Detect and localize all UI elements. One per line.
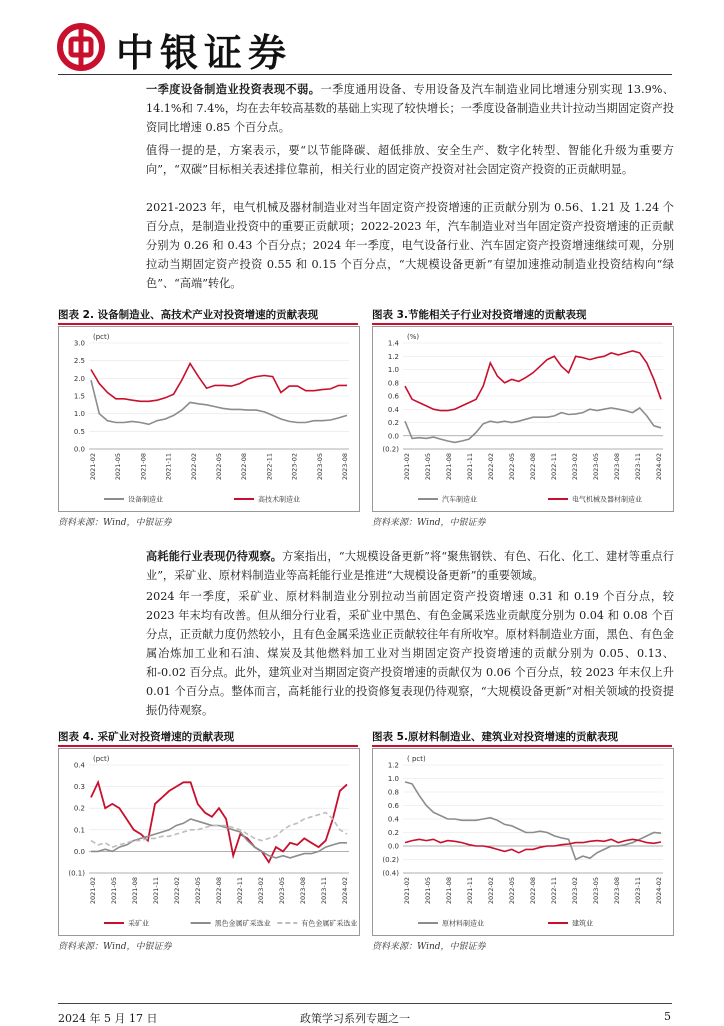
fig3-x-tick: 2023-02 [571,453,579,481]
fig4-legend-label: 黑色金属矿采选业 [214,919,271,928]
fig3-y-tick: 0.8 [387,379,399,388]
fig2-x-tick: 2022-05 [215,453,223,481]
fig5-x-tick: 2023-02 [571,877,579,905]
fig3-y-tick: 1.2 [387,352,399,361]
fig4-x-tick: 2023-08 [299,877,307,905]
bank-logo-icon [56,22,106,72]
fig5-y-tick: 1.0 [387,775,399,783]
fig4-y-tick: 0.0 [73,847,85,856]
fig4-x-tick: 2023-05 [278,877,286,905]
fig4-x-tick: 2023-02 [257,877,265,905]
fig3-x-tick: 2021-11 [466,453,474,481]
fig3-source: 资料来源：Wind，中银证券 [372,518,486,528]
fig5-y-tick: 1.2 [387,761,399,770]
fig3-y-tick: (0.2) [382,445,399,454]
fig3-y-tick: 0.0 [387,432,399,441]
fig2-legend-label: 高技术制造业 [258,495,300,504]
fig3-x-tick: 2023-11 [634,453,642,481]
fig2-x-tick: 2023-02 [290,453,299,481]
paragraph-mining: 2024 年一季度，采矿业、原材料制造业分别拉动当前固定资产投资增速 0.31 和 0.19 个百分点，较 2023 年末均有改善。但从细分行业看，采矿业中黑色、有色金属采选业贡献度分别为 0.04 和 0.08 个百分点，正贡献力度仍然较小，且有色金属采选业正贡献较往年有所收窄。原材料制造业方面，黑色、有色金属冶炼加工业和石油、煤炭及其他燃料加工业对当期固定资产投资增速的贡献分别为 0.05、0.13、和-0.02 百分点。此外，建筑业对当期固定资产投资增速的贡献仅为 0.06 个百分点，较 2023 年末仅上升 0.01 个百分点。整体而言，高耗能行业的投资修复表现仍待观察，“大规模设备更新”对相关领域的投资提振仍待观察。 [146,590,674,717]
fig2-y-tick: 0.5 [73,427,85,436]
fig4-series-0 [91,782,347,862]
fig4-x-tick: 2021-11 [152,877,160,905]
fig5-title: 图表 5.原材料制造业、建筑业对投资增速的贡献表现 [372,731,618,743]
fig2-y-tick: 2.5 [73,357,85,366]
fig5-x-tick: 2022-08 [529,877,537,905]
fig2-y-tick: 2.0 [73,374,85,383]
paragraph-equipment-body: 一季度通用设备、专用设备及汽车制造业同比增速分别实现 13.9%、14.1%和 7.4%，均在去年较高基数的基础上实现了较快增长；一季度设备制造业共计拉动当期固定资产投资同比增速 0.85 个百分点。 [146,83,674,134]
fig5-y-tick: 0.6 [387,802,399,810]
fig3-y-tick: 1.4 [387,339,399,348]
fig2-chart [59,327,359,511]
page-number: 5 [664,1010,671,1023]
fig4-x-tick: 2022-05 [194,877,202,905]
fig3-unit-label: (%) [407,333,420,341]
fig2-unit-label: (pct) [93,333,110,341]
paragraph-equipment-lead: 一季度设备制造业投资表现不弱。 [146,82,321,96]
fig2-legend-label: 设备制造业 [128,495,163,504]
fig5-source: 资料来源：Wind，中银证券 [372,942,486,952]
fig4-x-tick: 2022-02 [173,877,181,905]
fig3-y-tick: 1.0 [387,366,399,374]
fig5-unit-label: ( pct) [407,755,426,763]
fig5-y-tick: (0.4) [382,869,399,878]
fig4-x-tick: 2023-11 [320,877,328,905]
fig2-y-tick: 0.0 [73,445,85,454]
fig5-chart [373,749,673,935]
fig4-chart-frame [58,748,360,936]
paragraph-contribution: 2021-2023 年，电气机械及器材制造业对当年固定资产投资增速的正贡献分别为 0.56、1.21 及 1.24 个百分点，是制造业投资中的重要正贡献项；2022-2023 年，汽车制造业对当年固定资产投资增速的正贡献分别为 0.26 和 0.43 个百分点；2024 年一季度，电气设备行业、汽车固定资产投资增速继续可观，分别拉动当期固定资产投资 0.55 和 0.15 个百分点，“大规模设备更新”有望加速推动制造业投资结构向“绿色”、“高端”转化。 [146,201,674,290]
fig5-title-rule [372,745,672,747]
fig5-x-tick: 2021-02 [403,877,411,905]
fig3-legend-label: 电气机械及器材制造业 [572,495,642,504]
fig3-title-rule [372,323,672,325]
fig3-x-tick: 2021-05 [424,453,432,481]
fig4-x-tick: 2021-08 [131,877,139,905]
fig2-x-tick: 2023-05 [315,453,324,481]
footer-date: 2024 年 5 月 17 日 [58,1012,158,1025]
fig5-x-tick: 2022-05 [508,877,516,905]
paragraph-high-energy-lead: 高耗能行业表现仍待观察。 [146,549,283,563]
footer-series: 政策学习系列专题之一 [300,1012,410,1025]
fig3-chart-frame [372,326,674,512]
fig2-y-tick: 1.5 [73,392,85,401]
fig2-series-0 [91,380,347,424]
fig5-x-tick: 2023-11 [634,877,642,905]
fig4-x-tick: 2024-02 [341,877,349,905]
fig3-x-tick: 2024-02 [655,453,663,481]
fig2-y-tick: 3.0 [73,339,85,348]
fig4-unit-label: (pct) [93,755,110,763]
fig2-x-tick: 2022-02 [189,453,198,481]
fig5-y-tick: (0.2) [382,856,399,864]
fig2-x-tick: 2023-08 [341,453,349,481]
fig2-x-tick: 2021-08 [139,453,148,481]
fig3-x-tick: 2023-05 [592,453,600,481]
fig5-x-tick: 2024-02 [655,877,663,905]
fig4-x-tick: 2022-11 [236,877,244,905]
fig5-x-tick: 2023-05 [592,877,600,905]
fig5-y-tick: 0.8 [387,788,399,797]
fig4-y-tick: 0.1 [73,826,85,835]
fig5-legend-label: 建筑业 [572,919,593,928]
fig3-x-tick: 2022-08 [529,453,537,481]
fig3-x-tick: 2023-08 [613,453,621,481]
fig3-x-tick: 2022-05 [508,453,516,481]
fig5-series-0 [405,782,661,860]
fig4-x-tick: 2022-08 [215,877,223,905]
paragraph-high-energy-body: 方案指出，“大规模设备更新”将“聚焦钢铁、有色、石化、化工、建材等重点行业”，采矿业、原材料制造业等高耗能行业是推进“大规模设备更新”的重要领域。 [146,550,674,582]
fig4-y-tick: 0.2 [73,804,85,813]
fig5-y-tick: 0.4 [387,815,399,824]
fig5-x-tick: 2021-05 [424,877,432,905]
page-header [0,0,724,80]
fig5-x-tick: 2023-08 [613,877,621,905]
fig3-y-tick: 0.6 [387,392,399,401]
fig3-x-tick: 2021-08 [445,453,453,481]
paragraph-high-energy [146,547,674,585]
footer-divider [58,1003,672,1004]
fig3-series-0 [405,408,661,443]
fig5-legend-label: 原材料制造业 [442,919,484,928]
fig4-chart [59,749,359,935]
fig4-title: 图表 4. 采矿业对投资增速的贡献表现 [58,731,235,743]
fig3-legend-label: 汽车制造业 [442,495,477,504]
fig4-legend-label: 有色金属矿采选业 [301,919,358,928]
fig2-title-rule [58,323,358,325]
fig3-title: 图表 3.节能相关子行业对投资增速的贡献表现 [372,309,587,321]
fig2-title: 图表 2. 设备制造业、高技术产业对投资增速的贡献表现 [58,309,319,321]
fig3-y-tick: 0.2 [387,419,399,427]
fig3-x-tick: 2021-02 [403,453,411,481]
fig2-series-1 [91,364,347,402]
fig5-x-tick: 2022-02 [487,877,495,905]
fig2-x-tick: 2021-11 [164,453,173,481]
fig2-x-tick: 2021-02 [89,453,97,481]
paragraph-equipment [146,80,674,137]
header-divider [58,74,672,75]
fig2-chart-frame [58,326,360,512]
fig4-legend-label: 采矿业 [128,919,149,928]
fig3-chart [373,327,673,511]
fig5-x-tick: 2021-11 [466,877,474,905]
fig2-x-tick: 2022-08 [240,453,249,481]
fig2-y-tick: 1.0 [73,410,85,419]
fig3-y-tick: 0.4 [387,405,399,414]
fig4-title-rule [58,745,358,747]
fig4-x-tick: 2021-02 [89,877,97,905]
fig5-chart-frame [372,748,674,936]
fig3-x-tick: 2022-02 [487,453,495,481]
fig4-y-tick: 0.3 [73,783,85,792]
fig4-y-tick: (0.1) [68,869,85,878]
fig5-x-tick: 2022-11 [550,877,558,905]
fig2-source: 资料来源：Wind，中银证券 [58,518,172,528]
fig2-x-tick: 2021-05 [114,453,123,481]
fig3-x-tick: 2022-11 [550,453,558,481]
fig3-series-1 [405,351,661,411]
fig4-source: 资料来源：Wind，中银证券 [58,942,172,952]
fig2-x-tick: 2022-11 [265,453,274,481]
fig5-y-tick: 0.0 [387,842,399,851]
fig4-x-tick: 2021-05 [110,877,118,905]
fig5-y-tick: 0.2 [387,829,399,837]
brand-name: 中银证券 [116,31,293,75]
fig4-y-tick: 0.4 [73,761,85,770]
fig5-x-tick: 2021-08 [445,877,453,905]
paragraph-direction: 值得一提的是，方案表示，要“以节能降碳、超低排放、安全生产、数字化转型、智能化升级为重要方向”，“双碳”目标相关表述排位靠前，相关行业的固定资产投资对社会固定资产投资的正贡献明显。 [146,144,674,176]
